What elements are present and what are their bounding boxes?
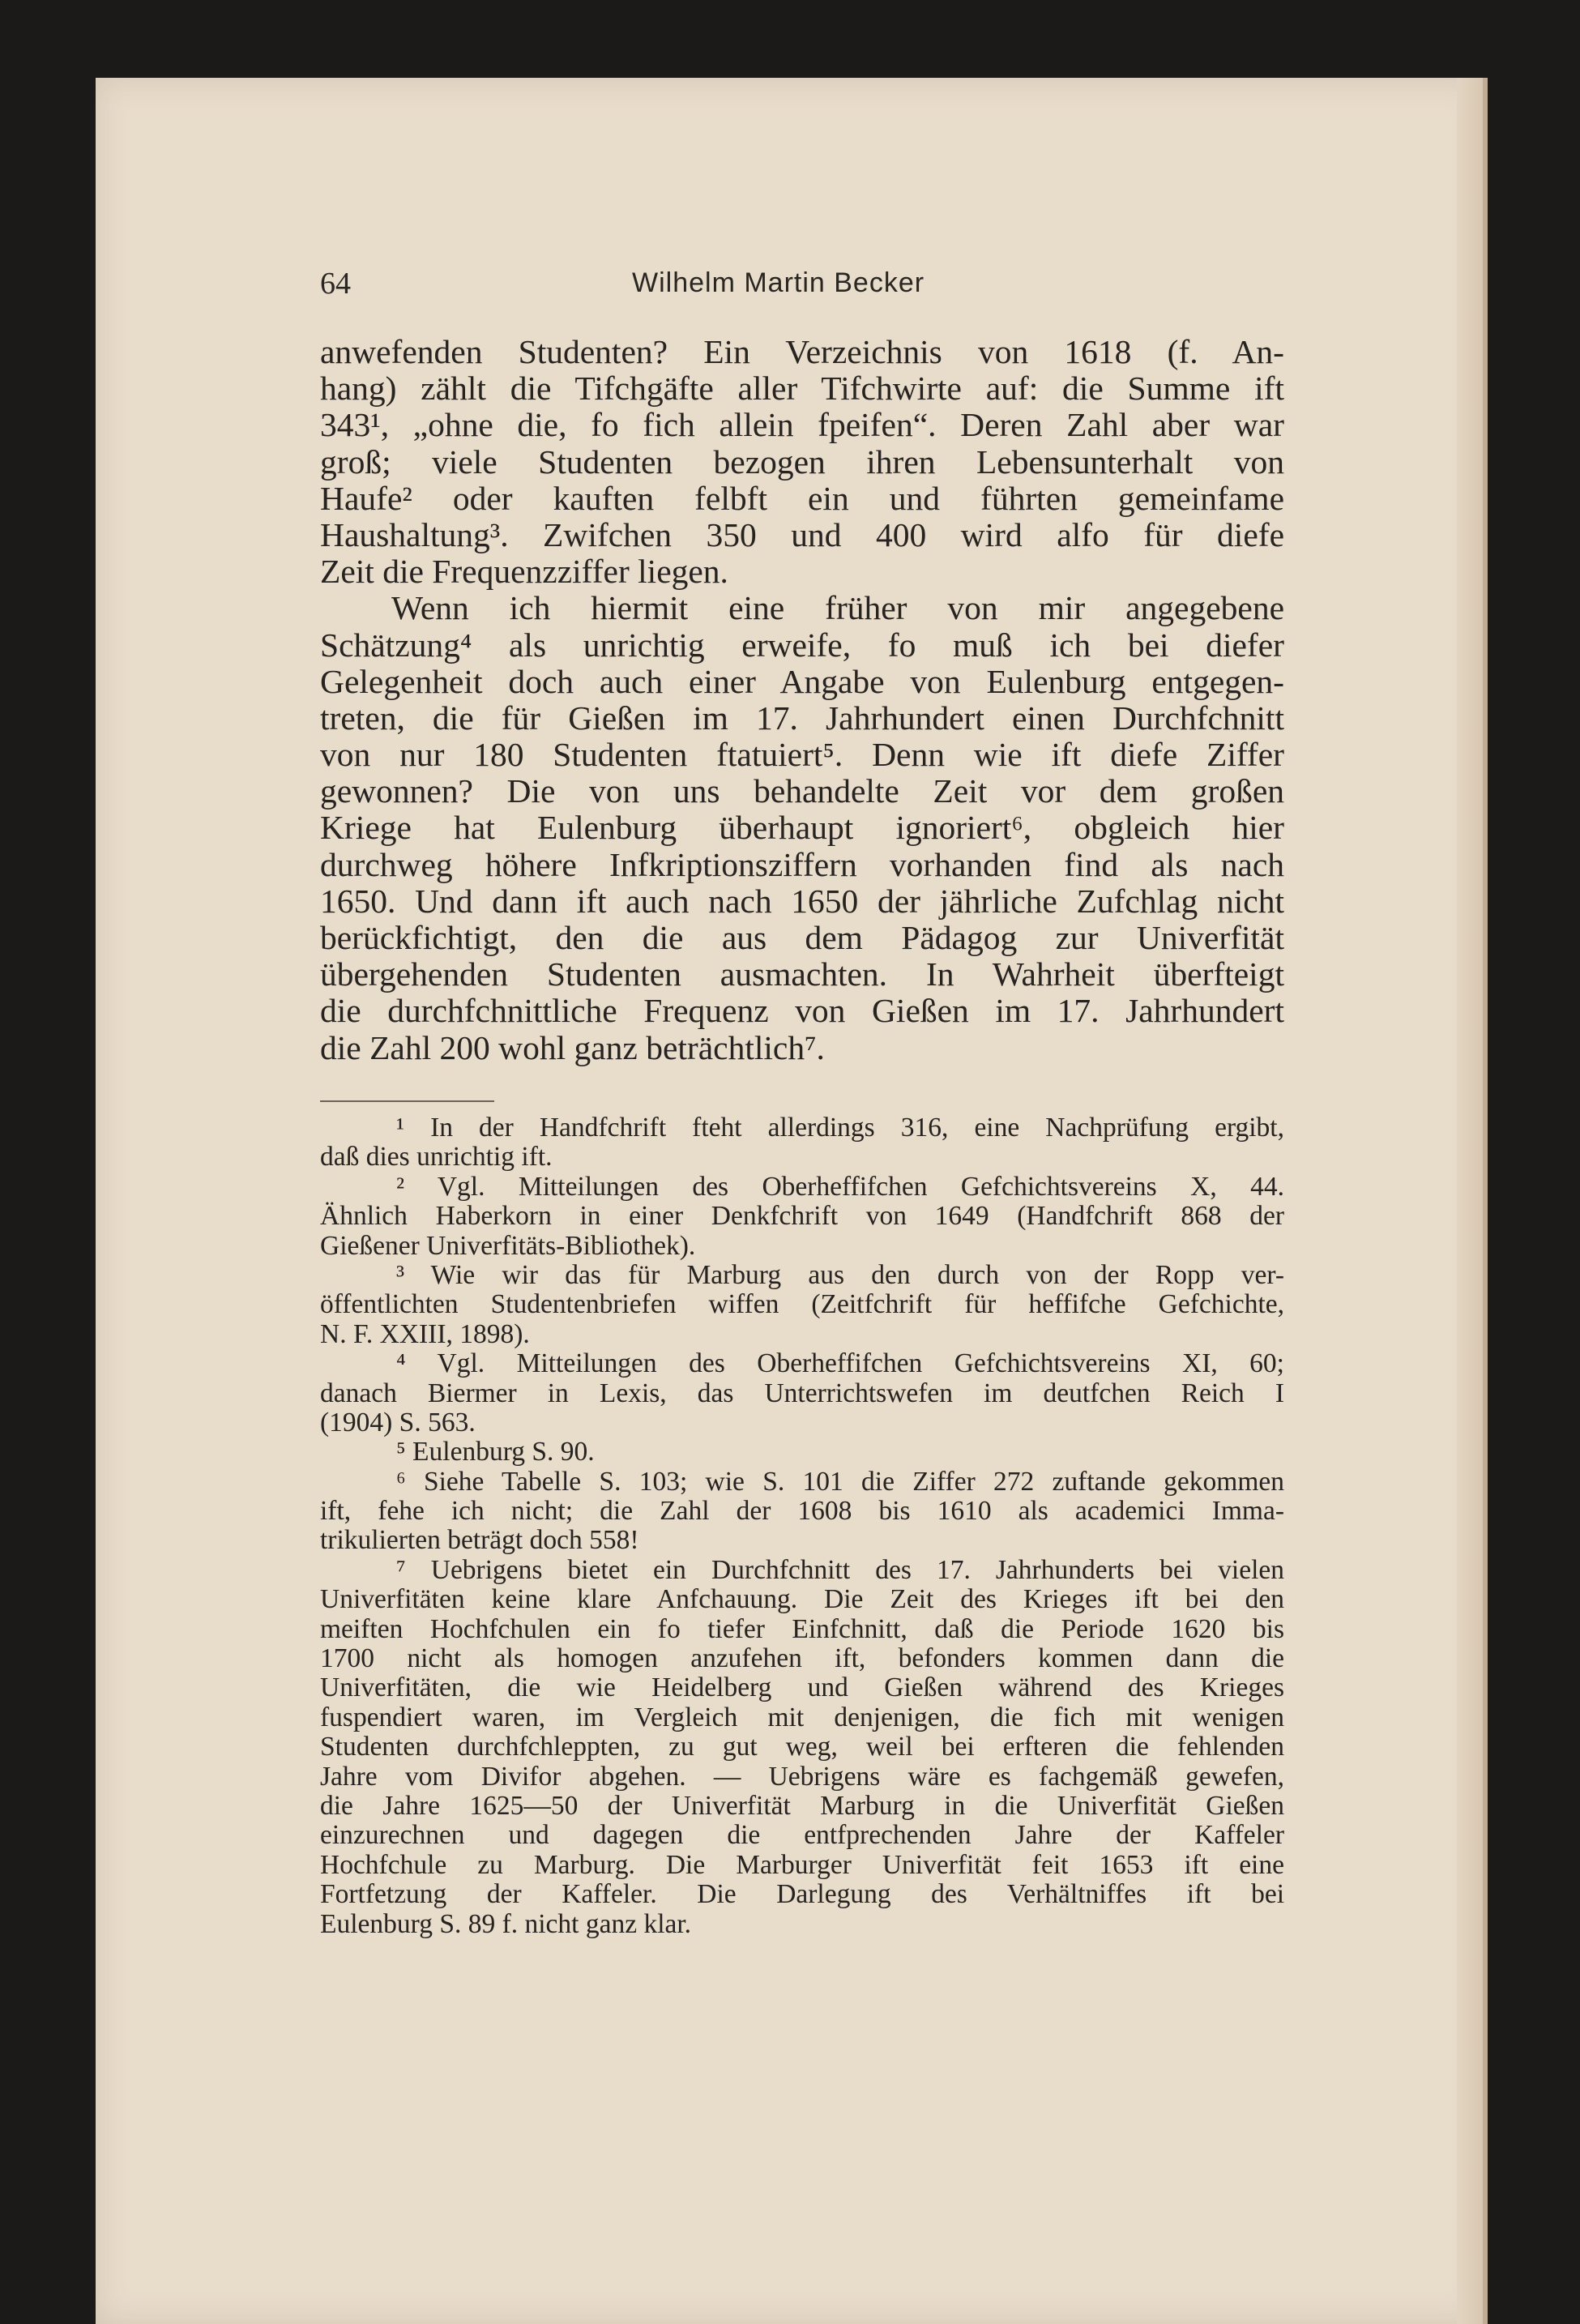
footnote-line: daß dies unrichtig ift. xyxy=(320,1142,553,1173)
footnote-line: (1904) S. 563. xyxy=(320,1407,476,1438)
page-fold xyxy=(1483,78,1488,2324)
footnote-line: Univerfitäten keine klare Anfchauung. Die Zeit des Krieges ift bei den xyxy=(320,1584,1284,1615)
footnote-line: Fortfetzung der Kaffeler. Die Darlegung des Verhältniffes ift bei xyxy=(320,1879,1284,1910)
text-line: anwefenden Studenten? Ein Verzeichnis von 1618 (f. An- xyxy=(320,333,1284,370)
footnote-line: 1700 nicht als homogen anzufehen ift, befonders kommen dann die xyxy=(320,1643,1284,1674)
footnote-line: ⁵ Eulenburg S. 90. xyxy=(396,1437,595,1467)
footnote-line: die Jahre 1625—50 der Univerfität Marburg in die Univerfität Gießen xyxy=(320,1790,1284,1821)
footnote-line: fuspendiert waren, im Vergleich mit denjenigen, die fich mit wenigen xyxy=(320,1702,1284,1732)
footnote-line: ⁶ Siehe Tabelle S. 103; wie S. 101 die Ziffer 272 zuftande gekommen xyxy=(396,1466,1284,1497)
footnote-line: ² Vgl. Mitteilungen des Oberheffifchen Gefchichtsvereins X, 44. xyxy=(396,1171,1284,1202)
footnote-line: Ähnlich Haberkorn in einer Denkfchrift von 1649 (Handfchrift 868 der xyxy=(320,1201,1284,1232)
text-line: berückfichtigt, den die aus dem Pädagog zur Univerfität xyxy=(320,919,1284,956)
footnote-line: Hochfchule zu Marburg. Die Marburger Univerfität feit 1653 ift eine xyxy=(320,1849,1284,1880)
text-line: hang) zählt die Tifchgäfte aller Tifchwirte auf: die Summe ift xyxy=(320,370,1284,408)
footnote-line: Jahre vom Divifor abgehen. — Uebrigens wäre es fachgemäß gewefen, xyxy=(320,1761,1284,1792)
footnote-line: einzurechnen und dagegen die entfprechenden Jahre der Kaffeler xyxy=(320,1820,1284,1851)
text-line: 343¹, „ohne die, fo fich allein fpeifen“. Deren Zahl aber war xyxy=(320,406,1284,444)
text-line: 1650. Und dann ift auch nach 1650 der jährliche Zufchlag nicht xyxy=(320,882,1284,920)
footnote-line: ⁷ Uebrigens bietet ein Durchfchnitt des 17. Jahrhunderts bei vielen xyxy=(396,1554,1284,1585)
text-line: Gelegenheit doch auch einer Angabe von Eulenburg entgegen- xyxy=(320,662,1284,700)
text-line: von nur 180 Studenten ftatuiert⁵. Denn wie ift diefe Ziffer xyxy=(320,736,1284,774)
text-line: groß; viele Studenten bezogen ihren Lebensunterhalt von xyxy=(320,442,1284,481)
text-line: treten, die für Gießen im 17. Jahrhundert einen Durchfchnitt xyxy=(320,698,1284,737)
main-text xyxy=(320,334,1284,1066)
footnote-line: Univerfitäten, die wie Heidelberg und Gießen während des Krieges xyxy=(320,1673,1284,1703)
footnote-line: Gießener Univerfitäts-Bibliothek). xyxy=(320,1230,696,1261)
footnotes xyxy=(320,1113,1284,1939)
footnote-line: Studenten durchfchleppten, zu gut weg, weil bei erfteren die fehlenden xyxy=(320,1732,1284,1762)
page-number: 64 xyxy=(320,267,351,301)
footnote-line: ¹ In der Handfchrift fteht allerdings 316, eine Nachprüfung ergibt, xyxy=(396,1113,1284,1143)
text-line: die durchfchnittliche Frequenz von Gießen im 17. Jahrhundert xyxy=(320,992,1284,1030)
footnote-line: danach Biermer in Lexis, das Unterrichtswefen im deutfchen Reich I xyxy=(320,1378,1284,1408)
text-line: Zeit die Frequenzziffer liegen. xyxy=(320,553,728,591)
text-line: gewonnen? Die von uns behandelte Zeit vor dem großen xyxy=(320,772,1284,810)
footnote-line: ³ Wie wir das für Marburg aus den durch von der Ropp ver- xyxy=(396,1259,1284,1290)
footnote-line: Eulenburg S. 89 f. nicht ganz klar. xyxy=(320,1908,692,1939)
text-line: übergehenden Studenten ausmachten. In Wahrheit überfteigt xyxy=(320,955,1284,993)
footnote-line: ift, fehe ich nicht; die Zahl der 1608 bis 1610 als academici Imma- xyxy=(320,1496,1284,1527)
footnote-line: meiften Hochfchulen ein fo tiefer Einfchnitt, daß die Periode 1620 bis xyxy=(320,1613,1284,1644)
text-line: durchweg höhere Infkriptionsziffern vorhanden find als nach xyxy=(320,845,1284,883)
footnote-line: trikulierten beträgt doch 558! xyxy=(320,1525,639,1556)
text-line: Haufe² oder kauften felbft ein und führten gemeinfame xyxy=(320,479,1284,517)
text-line: Schätzung⁴ als unrichtig erweife, fo muß ich bei diefer xyxy=(320,626,1284,664)
text-line: die Zahl 200 wohl ganz beträchtlich⁷. xyxy=(320,1028,825,1066)
page-edge xyxy=(1457,78,1483,2324)
footnote-separator xyxy=(320,1100,494,1102)
text-line: Kriege hat Eulenburg überhaupt ignoriert⁶, obgleich hier xyxy=(320,809,1284,847)
footnote-line: ⁴ Vgl. Mitteilungen des Oberheffifchen Gefchichtsvereins XI, 60; xyxy=(396,1348,1284,1379)
text-line: Wenn ich hiermit eine früher von mir angegebene xyxy=(391,589,1284,627)
footnote-line: N. F. XXIII, 1898). xyxy=(320,1318,530,1349)
text-line: Haushaltung³. Zwifchen 350 und 400 wird alfo für diefe xyxy=(320,515,1284,553)
running-head: Wilhelm Martin Becker xyxy=(632,267,925,298)
footnote-line: öffentlichten Studentenbriefen wiffen (Zeitfchrift für heffifche Gefchichte, xyxy=(320,1289,1284,1320)
page-header xyxy=(320,266,1284,311)
